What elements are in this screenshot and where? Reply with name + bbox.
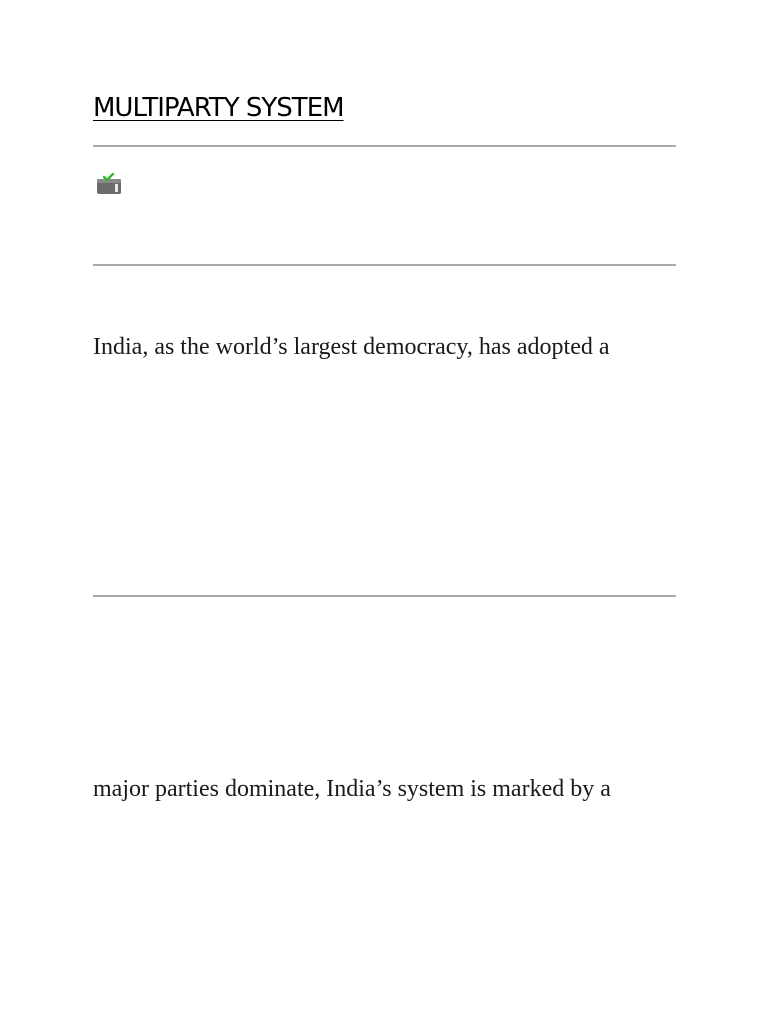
paragraph-text: India, as the world’s largest democracy, has adopted a — [93, 334, 610, 360]
paragraph-text: major parties dominate, India’s system is marked by a — [93, 776, 611, 802]
ballot-box-icon — [96, 172, 122, 196]
divider — [93, 145, 676, 147]
page-title: MULTIPARTY SYSTEM — [93, 93, 344, 123]
divider — [93, 595, 676, 597]
divider — [93, 264, 676, 266]
